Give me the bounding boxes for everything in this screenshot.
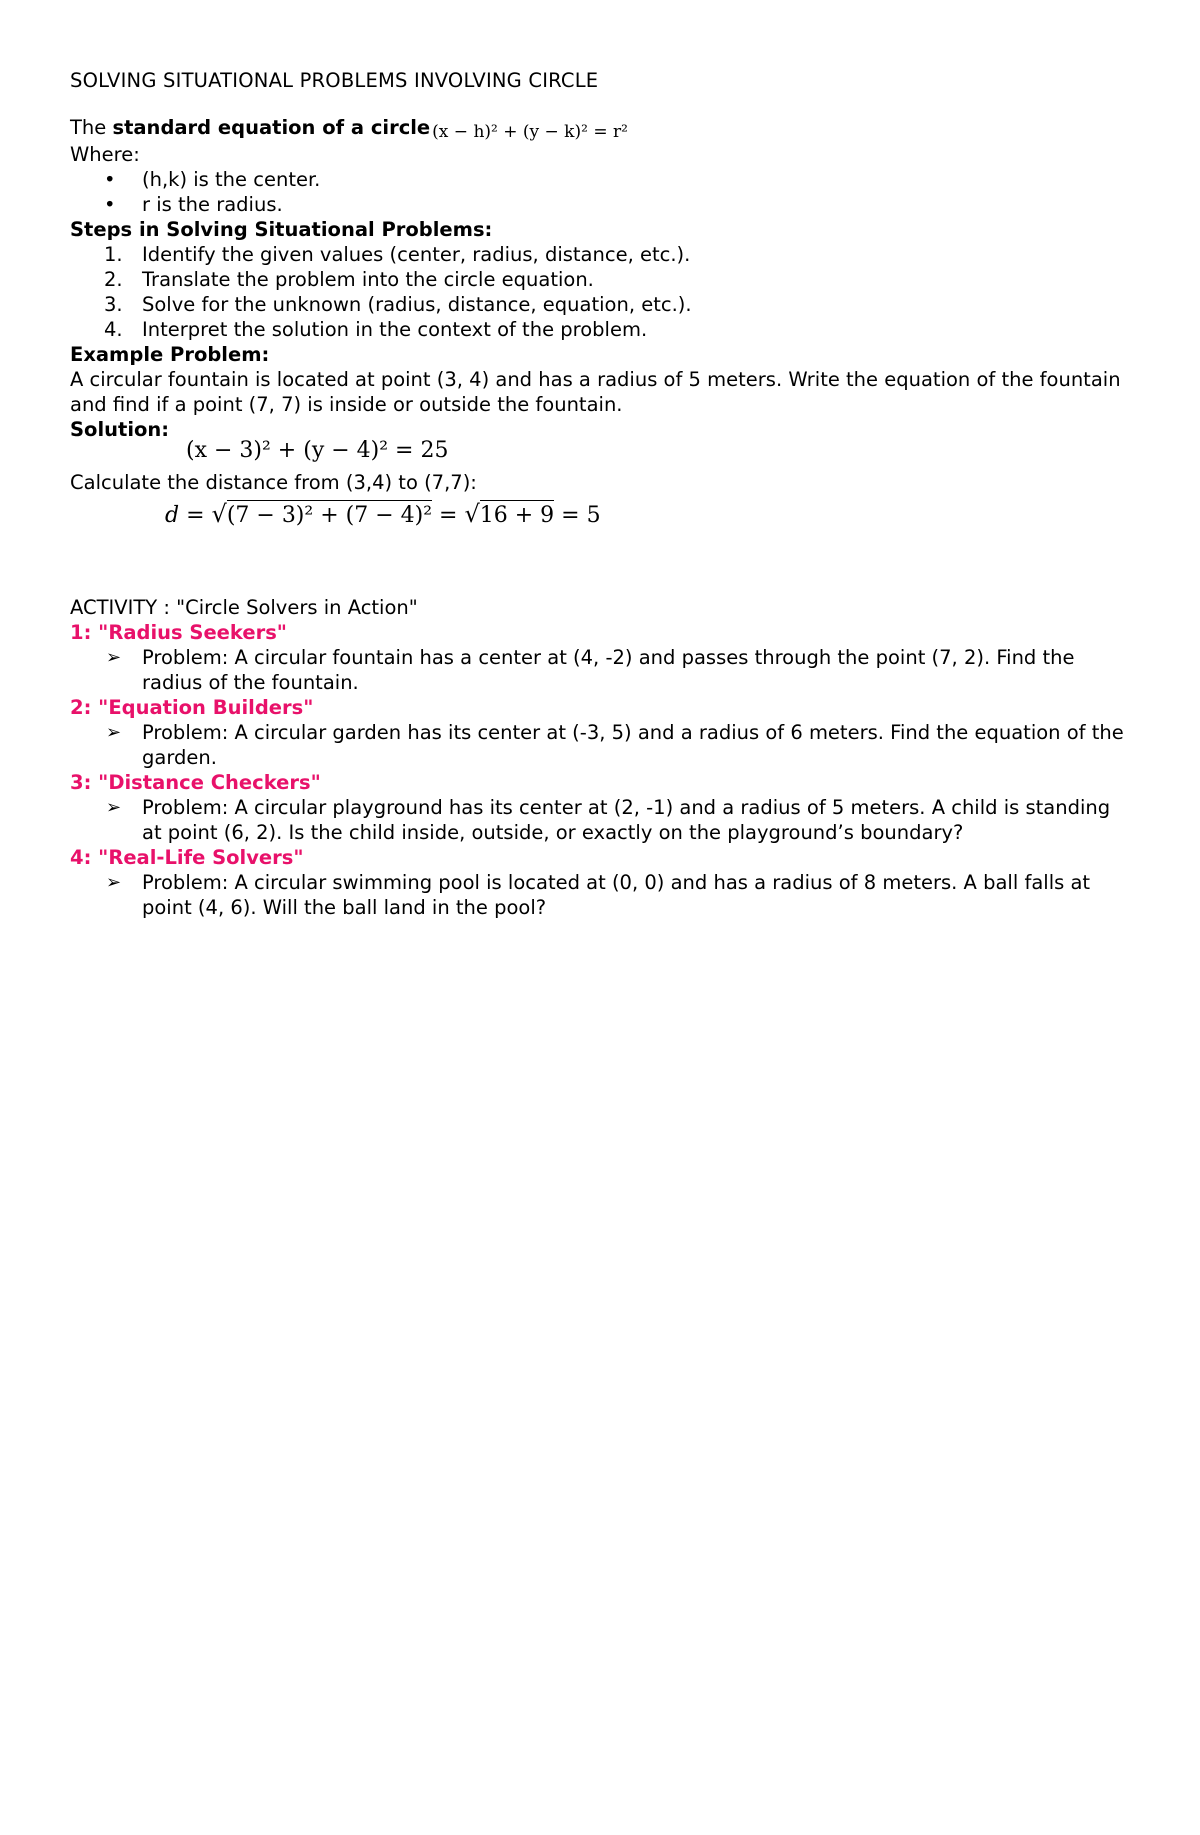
activity-heading: 1: "Radius Seekers": [70, 621, 287, 644]
list-item: 4. Interpret the solution in the context of the problem.: [104, 318, 648, 341]
list-item: ➢ Problem: A circular swimming pool is located at (0, 0) and has a radius of 8 meters. A ball falls at point (4, 6). Will the ball land in the pool?: [106, 871, 1091, 919]
list-item: ➢ Problem: A circular garden has its center at (-3, 5) and a radius of 6 meters. Find the equation of the garden.: [106, 721, 1124, 769]
example-text: A circular fountain is located at point (3, 4) and has a radius of 5 meters. Write the equation of the fountain and find if a point (7, 7) is inside or outside the fountain.: [70, 368, 1121, 416]
solution-label: Solution:: [70, 418, 170, 441]
sqrt-icon: √16 + 9: [464, 500, 555, 528]
activity-heading: 2: "Equation Builders": [70, 696, 314, 719]
where-label: Where:: [70, 143, 140, 166]
steps-list: [70, 242, 1130, 342]
bullet-icon: •: [104, 168, 116, 191]
example-heading: Example Problem:: [70, 343, 270, 366]
sqrt-icon: √(7 − 3)² + (7 − 4)²: [211, 500, 433, 528]
activity-title: ACTIVITY : "Circle Solvers in Action": [70, 596, 418, 619]
activity-problem: [70, 645, 1130, 695]
activity-problem: [70, 720, 1130, 770]
list-item: ➢ Problem: A circular fountain has a center at (4, -2) and passes through the point (7, 2). Find the radius of the fountain.: [106, 646, 1075, 694]
list-item: 3. Solve for the unknown (radius, distance, equation, etc.).: [104, 293, 692, 316]
list-item: • r is the radius.: [104, 193, 283, 216]
activity-problem: [70, 870, 1130, 920]
arrow-bullet-icon: ➢: [106, 797, 122, 818]
arrow-bullet-icon: ➢: [106, 722, 122, 743]
list-item: 2. Translate the problem into the circle equation.: [104, 268, 594, 291]
distance-equation: d = √(7 − 3)² + (7 − 4)² = √16 + 9 = 5: [165, 499, 1130, 533]
list-item: • (h,k) is the center.: [104, 168, 321, 191]
arrow-bullet-icon: ➢: [106, 872, 122, 893]
intro-line: [70, 115, 1130, 142]
list-item: 1. Identify the given values (center, radius, distance, etc.).: [104, 243, 691, 266]
arrow-bullet-icon: ➢: [106, 647, 122, 668]
document-title: SOLVING SITUATIONAL PROBLEMS INVOLVING CIRCLE: [70, 69, 599, 92]
activity-heading: 4: "Real-Life Solvers": [70, 846, 304, 869]
intro-bold-phrase: standard equation of a circle: [112, 116, 431, 139]
steps-heading: Steps in Solving Situational Problems:: [70, 218, 493, 241]
solution-equation: (x − 3)² + (y − 4)² = 25: [186, 438, 449, 463]
list-item: ➢ Problem: A circular playground has its center at (2, -1) and a radius of 5 meters. A child is standing at point (6, 2). Is the child inside, outside, or exactly on the playground’s boundary?: [106, 796, 1111, 844]
distance-text: Calculate the distance from (3,4) to (7,7):: [70, 471, 477, 494]
activity-problem: [70, 795, 1130, 845]
intro-prefix: The: [70, 116, 113, 139]
document-page: [70, 68, 1130, 920]
standard-equation: (x − h)² + (y − k)² = r²: [432, 122, 628, 142]
bullet-icon: •: [104, 193, 116, 216]
where-list: [70, 167, 1130, 217]
activity-heading: 3: "Distance Checkers": [70, 771, 321, 794]
